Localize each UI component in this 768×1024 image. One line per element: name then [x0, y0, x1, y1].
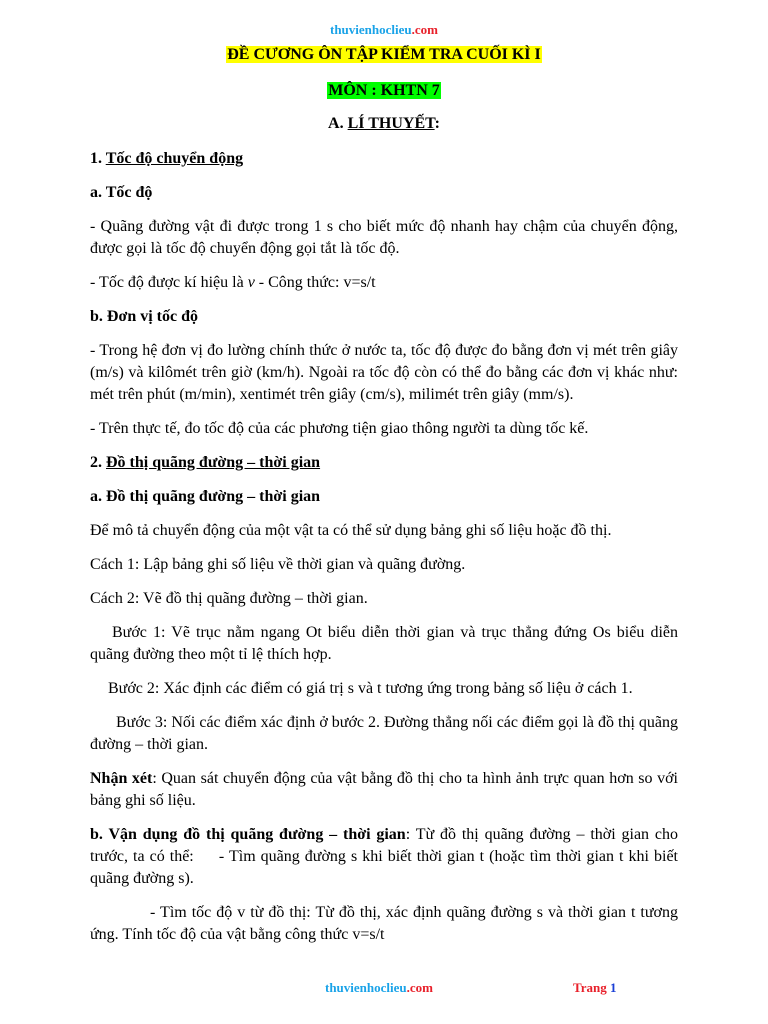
footer-site-domain: .com	[406, 980, 433, 995]
remark-text: : Quan sát chuyển động của vật bằng đồ thị cho ta hình ảnh trực quan hơn so với bảng ghi số liệu.	[90, 770, 678, 809]
page-label: Trang	[573, 980, 610, 995]
heading-1-title: Tốc độ chuyển động	[105, 150, 244, 167]
subheading-2a: a. Đồ thị quãng đường – thời gian	[90, 488, 321, 505]
section-prefix: A.	[328, 115, 348, 132]
heading-2	[90, 452, 678, 474]
paragraph-find-speed: - Tìm tốc độ v từ đồ thị: Từ đồ thị, xác định quãng đường s và thời gian t tương ứng. Tính tốc độ của vật bằng công thức v=s/t	[90, 904, 678, 943]
heading-2-title: Đồ thị quãng đường – thời gian	[106, 454, 321, 471]
document-body	[90, 148, 683, 958]
page-number	[573, 980, 616, 996]
subject-title: MÔN : KHTN 7	[328, 82, 440, 99]
subheading-1b: b. Đơn vị tốc độ	[90, 308, 198, 325]
section-heading	[0, 115, 768, 133]
paragraph-apply-graph	[90, 824, 683, 890]
paragraph-method-1: Cách 1: Lập bảng ghi số liệu về thời gian và quãng đường.	[90, 556, 466, 573]
header-site-link[interactable]	[0, 22, 768, 38]
heading-2-number: 2.	[90, 454, 106, 471]
document-title: ĐỀ CƯƠNG ÔN TẬP KIỂM TRA CUỐI KÌ I	[227, 46, 541, 63]
apply-graph-text: : Từ đồ thị quãng đường – thời gian cho trước, ta có thể: - Tìm quãng đường s khi biết thời gian t (hoặc tìm thời gian t khi biết quãng đường s).	[90, 826, 683, 887]
speed-symbol-text: - Tốc độ được kí hiệu là	[90, 274, 248, 291]
paragraph-speed-units: - Trong hệ đơn vị đo lường chính thức ở nước ta, tốc độ được đo bằng đơn vị mét trên giây (m/s) và kilômét trên giờ (km/h). Ngoài ra tốc độ còn có thể đo bằng các đơn vị khác như: mét trên phút (m/min), xentimét trên giây (cm/s), milimét trên giây (mm/s).	[90, 342, 678, 403]
paragraph-speed-symbol	[90, 272, 678, 294]
footer-site-name: thuvienhoclieu	[325, 980, 407, 995]
speed-symbol-v: v	[247, 274, 255, 291]
paragraph-remark	[90, 768, 678, 812]
subheading-1a: a. Tốc độ	[90, 184, 153, 201]
subject-row	[0, 82, 768, 100]
paragraph-step-1: Bước 1: Vẽ trục nằm ngang Ot biểu diễn thời gian và trục thẳng đứng Os biểu diễn quãng đường theo một tỉ lệ thích hợp.	[90, 624, 678, 663]
document-title-row	[0, 46, 768, 64]
remark-label: Nhận xét	[90, 770, 153, 787]
page-number-value: 1	[609, 980, 617, 995]
apply-graph-label: b. Vận dụng đồ thị quãng đường – thời gian	[90, 826, 406, 843]
footer-site-link[interactable]	[325, 980, 433, 996]
paragraph-speed-definition: - Quãng đường vật đi được trong 1 s cho biết mức độ nhanh hay chậm của chuyển động, được gọi là tốc độ chuyển động gọi tắt là tốc độ.	[90, 218, 678, 257]
paragraph-describe-motion: Để mô tả chuyển động của một vật ta có thể sử dụng bảng ghi số liệu hoặc đồ thị.	[90, 522, 612, 539]
speed-formula-text: - Công thức: v=s/t	[254, 274, 376, 291]
heading-1	[90, 148, 678, 170]
section-title: LÍ THUYẾT	[347, 115, 435, 132]
heading-1-number: 1.	[90, 150, 106, 167]
paragraph-speedometer: - Trên thực tế, đo tốc độ của các phương tiện giao thông người ta dùng tốc kế.	[90, 420, 589, 437]
section-colon: :	[434, 115, 440, 132]
paragraph-step-2: Bước 2: Xác định các điểm có giá trị s và t tương ứng trong bảng số liệu ở cách 1.	[108, 680, 633, 697]
paragraph-step-3: Bước 3: Nối các điểm xác định ở bước 2. Đường thẳng nối các điểm gọi là đồ thị quãng đường – thời gian.	[90, 714, 678, 753]
header-site-domain: .com	[411, 22, 438, 37]
header-site-name: thuvienhoclieu	[330, 22, 412, 37]
paragraph-method-2: Cách 2: Vẽ đồ thị quãng đường – thời gian.	[90, 590, 368, 607]
